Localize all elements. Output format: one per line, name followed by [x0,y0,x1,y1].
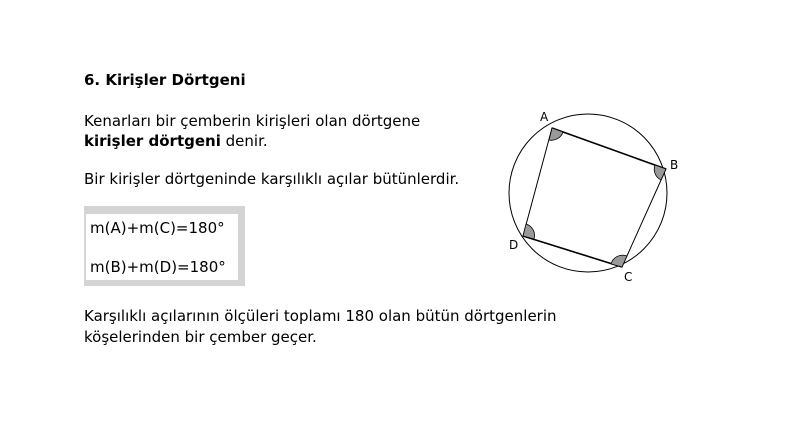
quadrilateral [523,128,666,267]
cyclic-quadrilateral-diagram [500,105,700,290]
angle-mark-c [611,255,627,267]
definition-line1: Kenarları bir çemberin kirişleri olan dörtgene [84,112,421,130]
circumcircle [509,114,667,272]
formula-bd: m(B)+m(D)=180° [90,258,226,276]
converse-text [84,306,644,348]
point-label-d: D [509,238,519,252]
angle-mark-d [523,224,535,239]
angle-mark-b [654,165,666,180]
point-label-a: A [540,110,549,124]
converse-line2: köşelerinden bir çember geçer. [84,328,317,346]
definition-term: kirişler dörtgeni [84,132,221,150]
formula-ac: m(A)+m(C)=180° [90,219,225,237]
definition-end: denir. [220,132,268,150]
property-text: Bir kirişler dörtgeninde karşılıklı açılar bütünlerdir. [84,170,460,188]
formula-box [84,206,245,286]
converse-line1: Karşılıklı açılarının ölçüleri toplamı 180 olan bütün dörtgenlerin [84,307,557,325]
definition-text [84,111,504,151]
formula-panel [86,214,238,280]
section-heading: 6. Kirişler Dörtgeni [84,71,246,89]
point-label-c: C [624,270,633,284]
point-label-b: B [670,158,679,172]
